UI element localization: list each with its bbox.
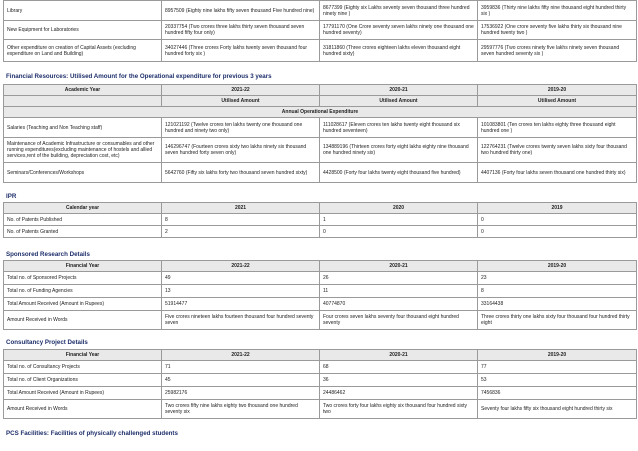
row-label: Maintenance of Academic Infrastructure or consumables and other running expenditures(excluding maintenance of hostels and allied services,rent of the building, depreciation cost, etc) [4,138,162,163]
cell-2021-22: 34027446 (Three crores Forty lakhs twenty seven thousand four hundred forty six ) [162,40,320,62]
annual-operational-expenditure-label: Annual Operational Expenditure [4,107,637,118]
header-2020-21: 2020-21 [320,85,478,96]
cell-2020-21: 68 [320,361,478,374]
table-row [4,226,637,238]
cell-2019-20: 77 [478,361,637,374]
table-row [4,400,637,419]
row-label: Total no. of Funding Agencies [4,285,162,298]
header-2021-22: 2021-22 [162,350,320,361]
row-label: Amount Received in Words [4,311,162,330]
cell-2021-22: 71 [162,361,320,374]
cell-2020-21: 8677399 (Eighty six Lakhs seventy seven thousand three hundred ninety nine ) [320,1,478,21]
cell-2019: 0 [478,226,637,238]
cell-2020-21: Two crores forty four lakhs eighty six thousand four hundred sixty two [320,400,478,419]
table-row [4,311,637,330]
cell-2021-22: 5642760 (Fifty six lakhs forty two thousand seven hundred sixty) [162,163,320,183]
row-label: Seminars/Conferences/Workshops [4,163,162,183]
cell-2019-20: 33164438 [478,298,637,311]
row-label: Other expenditure on creation of Capital Assets (excluding expenditure on Land and Building) [4,40,162,62]
cell-2021-22: 146296747 (Fourteen crores sixty two lakhs ninety six thousand seven hundred forty seven only) [162,138,320,163]
table-row [4,1,637,21]
header-2021-22: 2021-22 [162,261,320,272]
section-title-sponsored-research: Sponsored Research Details [6,251,90,258]
cell-2019-20: 101083801 (Ten crores ten lakhs eighty three thousand eight hundred one ) [478,118,637,138]
row-label: Total Amount Received (Amount in Rupees) [4,387,162,400]
table-row [4,21,637,40]
table-row [4,374,637,387]
header-financial-year: Financial Year [4,261,162,272]
row-label: Total no. of Client Organizations [4,374,162,387]
table-row [4,298,637,311]
cell-2019-20: 17536922 (One crore seventy five lakhs thirty six thousand nine hundred twenty two ) [478,21,637,40]
row-label: No. of Patents Published [4,214,162,226]
header-2019-20: 2019-20 [478,85,637,96]
header-2020: 2020 [320,203,478,214]
cell-2020-21: 134889196 (Thirteen crores forty eight lakhs eighty nine thousand one hundred ninety six) [320,138,478,163]
cell-2019-20: 7456836 [478,387,637,400]
cell-2019-20: 53 [478,374,637,387]
section-title-consultancy: Consultancy Project Details [6,339,88,346]
table-row [4,272,637,285]
row-label: Amount Received in Words [4,400,162,419]
cell-2020-21: 4428500 (Forty four lakhs twenty eight thousand five hundred) [320,163,478,183]
table-row [4,361,637,374]
cell-2021-22: 8957509 (Eighty nine lakhs fifty seven thousand Five hundred nine) [162,1,320,21]
cell-2019-20: Three crores thirty one lakhs sixty four thousand four hundred thirty eight [478,311,637,330]
cell-2020-21: 40774870 [320,298,478,311]
cell-2020: 1 [320,214,478,226]
cell-2020-21: 31811860 (Three crores eighteen lakhs eleven thousand eight hundred sixty) [320,40,478,62]
empty-cell [4,96,162,107]
header-2019-20: 2019-20 [478,350,637,361]
header-2021-22: 2021-22 [162,85,320,96]
section-title-ipr: IPR [6,193,17,200]
utilised-amount-label: Utilised Amount [478,96,637,107]
table-row [4,285,637,298]
cell-2019-20: 3959836 (Thirty nine lakhs fifty nine thousand eight hundred thirty six ) [478,1,637,21]
cell-2019-20: 23 [478,272,637,285]
row-label: Total no. of Consultancy Projects [4,361,162,374]
table-row [4,118,637,138]
operational-expenditure-table [3,84,637,183]
cell-2020-21: 17791170 (One Crore seventy seven lakhs ninety one thousand one hundred seventy) [320,21,478,40]
cell-2019-20: 4407136 (Forty four lakhs seven thousand one hundred thirty six) [478,163,637,183]
cell-2019-20: 8 [478,285,637,298]
row-label: Salaries (Teaching and Non Teaching staff) [4,118,162,138]
cell-2020-21: Four crores seven lakhs seventy four thousand eight hundred seventy [320,311,478,330]
cell-2019-20: 122764231 (Twelve crores twenty seven lakhs sixty four thousand two hundred thirty one) [478,138,637,163]
consultancy-table [3,349,637,419]
header-financial-year: Financial Year [4,350,162,361]
table-row [4,214,637,226]
table-row [4,40,637,62]
row-label: Library [4,1,162,21]
ipr-table [3,202,637,238]
cell-2021-22: 20337754 (Two crores three lakhs thirty seven thousand seven hundred fifty four only) [162,21,320,40]
cell-2021-22: Two crores fifty nine lakhs eighty two thousand one hundred seventy six [162,400,320,419]
header-2021: 2021 [162,203,320,214]
cell-2021-22: Five crores nineteen lakhs fourteen thousand four hundred seventy seven [162,311,320,330]
header-2020-21: 2020-21 [320,261,478,272]
table-row [4,387,637,400]
cell-2021-22: 45 [162,374,320,387]
cell-2019-20: 29597776 (Two crores ninety five lakhs ninety seven thousand seven hundred seventy six ) [478,40,637,62]
cell-2019: 0 [478,214,637,226]
cell-2020: 0 [320,226,478,238]
utilised-amount-label: Utilised Amount [162,96,320,107]
cell-2021-22: 25982176 [162,387,320,400]
cell-2020-21: 36 [320,374,478,387]
section-title-pcs-facilities: PCS Facilities: Facilities of physically challenged students [6,430,178,437]
header-calendar-year: Calendar year [4,203,162,214]
row-label: Total Amount Received (Amount in Rupees) [4,298,162,311]
cell-2021-22: 51914477 [162,298,320,311]
table-row [4,138,637,163]
table-row [4,163,637,183]
cell-2021: 8 [162,214,320,226]
header-2020-21: 2020-21 [320,350,478,361]
cell-2020-21: 111028617 (Eleven crores ten lakhs twenty eight thousand six hundred seventeen) [320,118,478,138]
cell-2021-22: 121021192 (Twelve crores ten lakhs twenty one thousand one hundred and ninety two only) [162,118,320,138]
header-2019: 2019 [478,203,637,214]
cell-2020-21: 11 [320,285,478,298]
header-2019-20: 2019-20 [478,261,637,272]
row-label: Total no. of Sponsored Projects [4,272,162,285]
cell-2020-21: 26 [320,272,478,285]
row-label: No. of Patents Granted [4,226,162,238]
sponsored-research-table [3,260,637,330]
cell-2019-20: Seventy four lakhs fifty six thousand eight hundred thirty six [478,400,637,419]
cell-2021: 2 [162,226,320,238]
cell-2021-22: 13 [162,285,320,298]
section-title-operational-expenditure: Financial Resources: Utilised Amount for the Operational expenditure for previous 3 years [6,73,272,80]
header-academic-year: Academic Year [4,85,162,96]
capital-expenditure-table [3,0,637,62]
row-label: New Equipment for Laboratories [4,21,162,40]
cell-2020-21: 24486462 [320,387,478,400]
cell-2021-22: 49 [162,272,320,285]
utilised-amount-label: Utilised Amount [320,96,478,107]
